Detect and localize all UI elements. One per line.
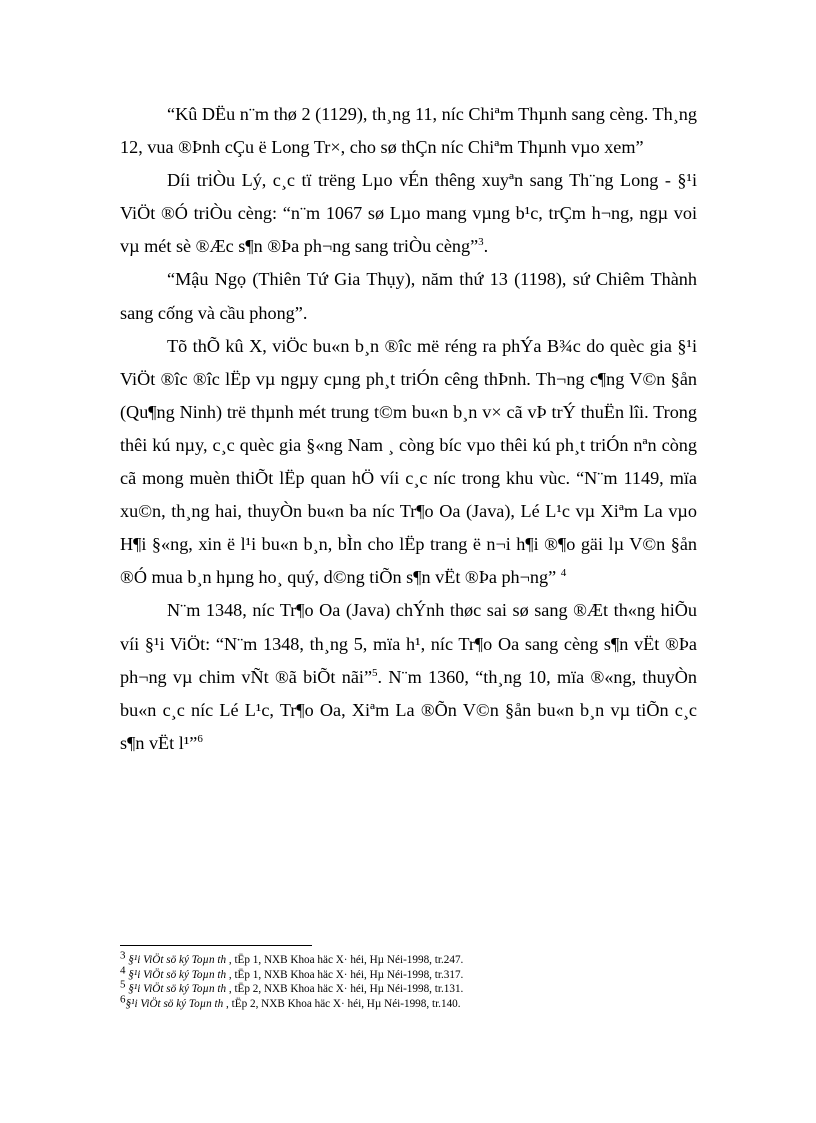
footnote-ref-6[interactable]: 6 <box>197 732 203 745</box>
footnote-4 <box>120 963 680 983</box>
paragraph-3 <box>120 263 697 329</box>
paragraph-4-text: Tõ thÕ kû X, viÖc bu«n b¸n ®îc më réng ra phÝa B¾c do quèc gia §¹i ViÖt ®îc ®îc lËp vµ ngµy cµng ph¸t triÓn cêng thÞnh. Th¬ng c¶ng V©n §ån (Qu¶ng Ninh) trë thµnh mét trung t©m bu«n b¸n v× cã vÞ trÝ thuËn lîi. Trong thêi kú nµy, c¸c quèc gia §«ng Nam ¸ còng bíc vµo thêi kú ph¸t triÓn nªn còng cã mong muèn thiÕt lËp quan hÖ víi c¸c níc trong khu vùc. “N¨m 1149, mïa xu©n, th¸ng hai, thuyÒn bu«n ba níc Tr¶o Oa (Java), Lé L¹c vµ Xiªm La vµo H¶i §«ng, xin ë l¹i bu«n b¸n, bÌn cho lËp trang ë n¬i h¶i ®¶o gäi lµ V©n §ån ®Ó mua b¸n hµng ho¸ quý, d©ng tiÕn s¶n vËt ®Þa ph¬ng” <box>120 335 697 588</box>
paragraph-2 <box>120 164 697 263</box>
paragraph-5 <box>120 594 697 759</box>
footnote-number: 6 <box>120 992 126 1005</box>
footnote-detail: , tËp 1, NXB Khoa häc X· héi, Hµ Néi-1998, tr.317. <box>226 968 464 981</box>
paragraph-4 <box>120 330 697 595</box>
footnote-ref-5[interactable]: 5 <box>372 666 378 679</box>
footnote-number: 5 <box>120 978 126 991</box>
footnote-5 <box>120 978 680 997</box>
footnote-ref-4[interactable]: 4 <box>560 567 567 580</box>
footnote-source: §¹i ViÖt sö ký Toµn th <box>125 997 224 1010</box>
paragraph-1-text: “Kû DËu n¨m thø 2 (1129), th¸ng 11, níc Chiªm Thµnh sang cèng. Th¸ng 12, vua ®Þnh cÇu ë Long Tr×, cho sø thÇn níc Chiªm Thµnh vµo xem” <box>120 104 697 158</box>
footnote-source: §¹i ViÖt sö ký Toµn th <box>128 954 227 966</box>
footnote-source: §¹i ViÖt sö ký Toµn th <box>128 983 227 995</box>
paragraph-2-text: Díi triÒu Lý, c¸c tï trëng Lµo vÉn thêng xuyªn sang Th¨ng Long - §¹i ViÖt ®Ó triÒu cèng: “n¨m 1067 sø Lµo mang vµng b¹c, trÇm h¬ng, ngµ voi vµ mét sè ®Æc s¶n ®Þa ph¬ng sang triÒu cèng” <box>120 170 697 257</box>
footnote-detail: , tËp 2, NXB Khoa häc X· héi, Hµ Néi-1998, tr.131. <box>226 983 464 995</box>
footnote-ref-3[interactable]: 3 <box>478 236 484 249</box>
footnote-6 <box>120 992 680 1012</box>
footnote-number: 4 <box>120 963 126 976</box>
footnotes <box>120 949 680 1011</box>
paragraph-2-tail: . <box>483 236 489 257</box>
paragraph-5-text: N¨m 1348, níc Tr¶o Oa (Java) chÝnh thøc sai sø sang ®Æt th«ng hiÕu víi §¹i ViÖt: “N¨m 1348, th¸ng 5, mïa h¹, níc Tr¶o Oa sang cèng s¶n vËt ®Þa ph¬ng vµ chim vÑt ®ã biÕt nãi” <box>120 600 697 687</box>
body-text <box>120 98 697 760</box>
footnote-source: §¹i ViÖt sö ký Toµn th <box>128 968 227 981</box>
paragraph-1 <box>120 98 697 164</box>
footnote-number: 3 <box>120 949 126 962</box>
footnote-detail: , tËp 2, NXB Khoa häc X· héi, Hµ Néi-1998, tr.140. <box>223 997 461 1010</box>
footnote-separator <box>120 945 312 946</box>
footnote-detail: , tËp 1, NXB Khoa häc X· héi, Hµ Néi-1998, tr.247. <box>226 954 464 966</box>
paragraph-3-text: “Mậu Ngọ (Thiên Tứ Gia Thụy), năm thứ 13 (1198), sứ Chiêm Thành sang cống và cầu phong”. <box>120 269 697 323</box>
footnote-3 <box>120 949 680 968</box>
paragraph-5-tail: . N¨m 1360, “th¸ng 10, mïa ®«ng, thuyÒn bu«n c¸c níc Lé L¹c, Tr¶o Oa, Xiªm La ®Õn V©n §ån bu«n b¸n vµ tiÕn c¸c s¶n vËt l¹” <box>120 666 697 753</box>
